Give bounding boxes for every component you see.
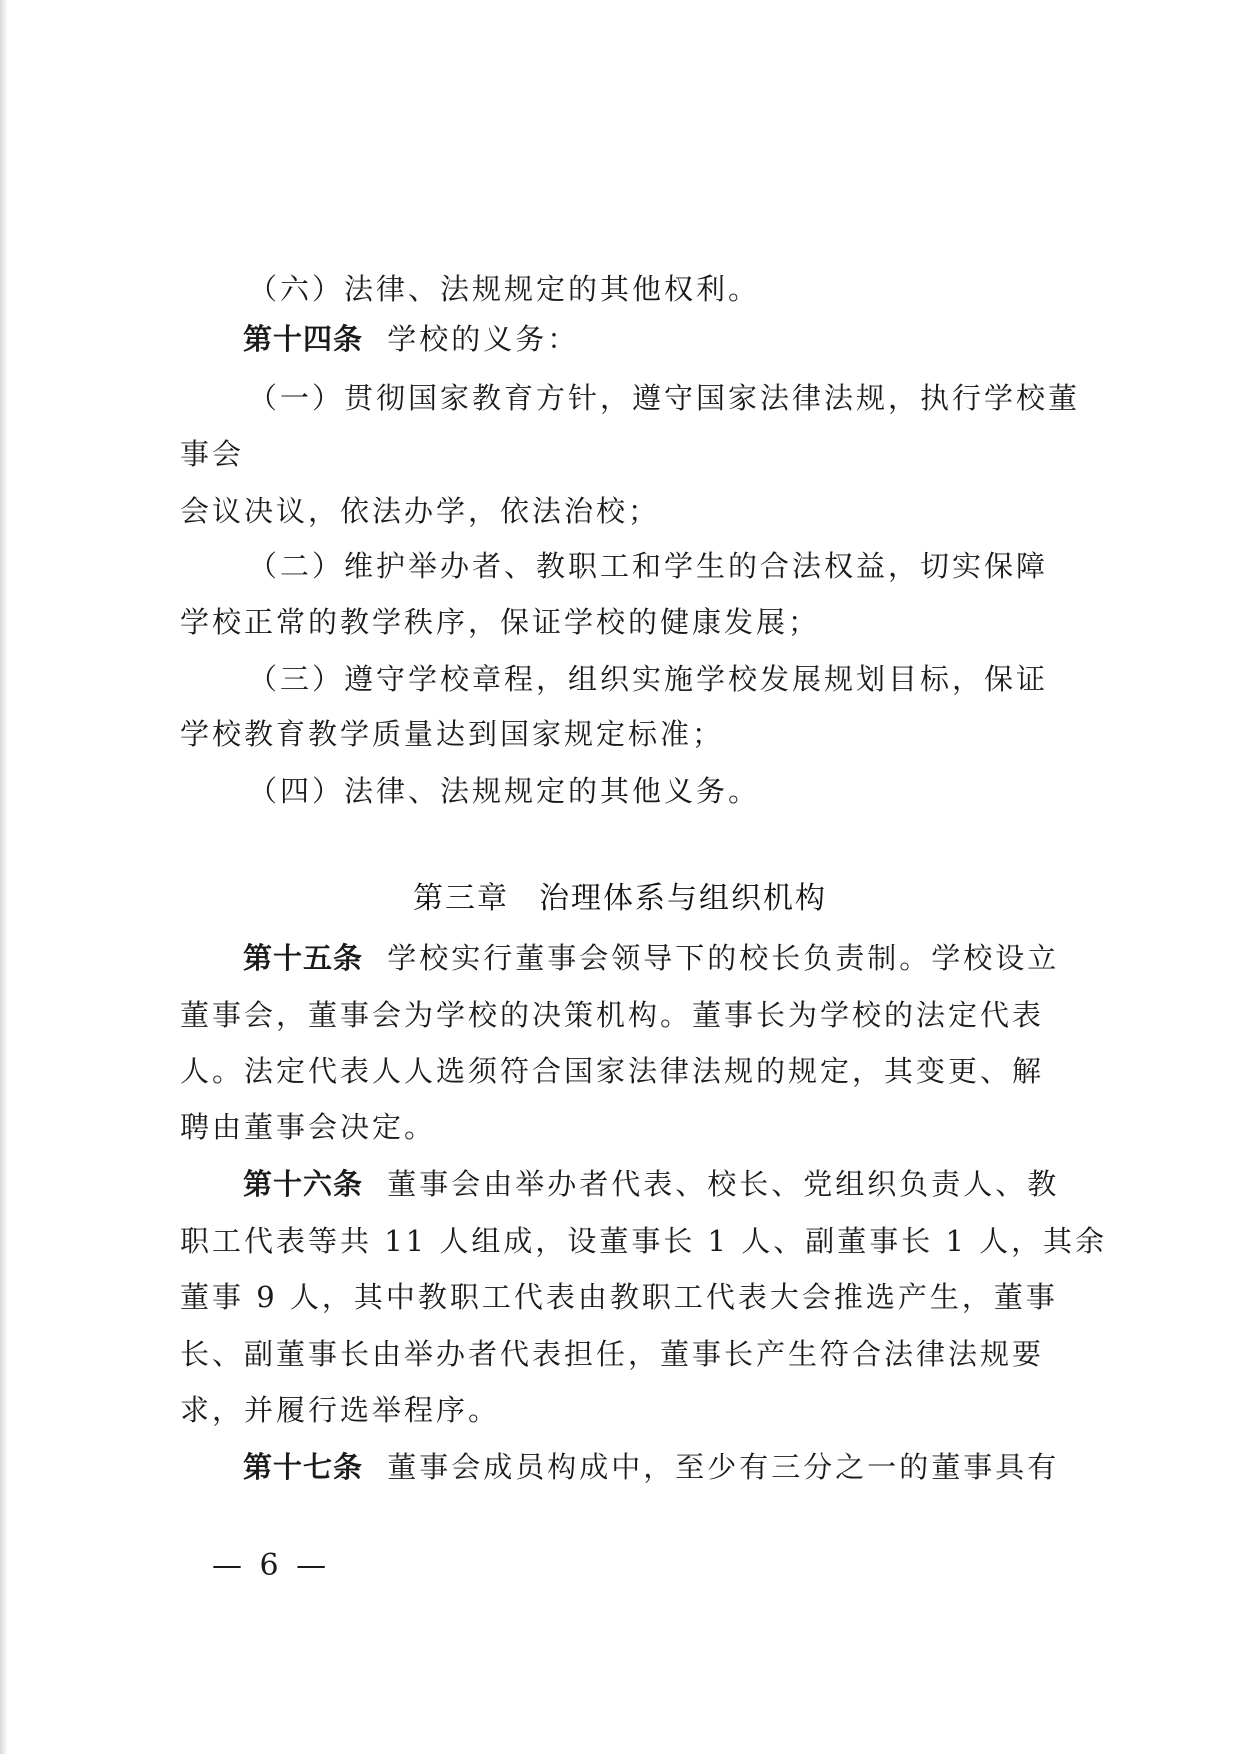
article-14-text: 学校的义务： xyxy=(387,322,580,356)
article-17-line xyxy=(243,1447,1059,1487)
text-line: （六）法律、法规规定的其他权利。 xyxy=(248,272,761,306)
text-line: 求，并履行选举程序。 xyxy=(180,1393,501,1427)
text-line: 学校正常的教学秩序，保证学校的健康发展； xyxy=(180,605,821,639)
chapter-heading xyxy=(0,878,1240,920)
text-line: 董事 9 人，其中教职工代表由教职工代表大会推选产生，董事 xyxy=(180,1280,1058,1314)
article-14-label: 第十四条 xyxy=(243,322,364,356)
page-number: — 6 — xyxy=(212,1548,331,1583)
text-line: 董事会，董事会为学校的决策机构。董事长为学校的法定代表 xyxy=(180,998,1045,1032)
article-17-text: 董事会成员构成中，至少有三分之一的董事具有 xyxy=(387,1450,1060,1484)
article-15-line xyxy=(243,938,1059,978)
text-line: 会议决议，依法办学，依法治校； xyxy=(180,494,661,528)
article-15-label: 第十五条 xyxy=(243,941,364,975)
text-line: 人。法定代表人人选须符合国家法律法规的规定，其变更、解 xyxy=(180,1054,1045,1088)
article-16-text: 董事会由举办者代表、校长、党组织负责人、教 xyxy=(387,1167,1060,1201)
text-line: 聘由董事会决定。 xyxy=(180,1110,437,1144)
scan-edge-shadow xyxy=(0,0,8,1754)
chapter-title: 治理体系与组织机构 xyxy=(539,881,827,916)
text-line: 职工代表等共 11 人组成，设董事长 1 人、副董事长 1 人，其余 xyxy=(180,1224,1108,1258)
article-16-label: 第十六条 xyxy=(243,1167,364,1201)
article-16-line xyxy=(243,1164,1059,1204)
article-14-line xyxy=(243,319,579,359)
chapter-number: 第三章 xyxy=(413,881,509,916)
text-line: （一）贯彻国家教育方针，遵守国家法律法规，执行学校董 xyxy=(248,381,1081,415)
article-17-label: 第十七条 xyxy=(243,1450,364,1484)
text-line: 事会 xyxy=(180,437,245,471)
text-line: 长、副董事长由举办者代表担任，董事长产生符合法律法规要 xyxy=(180,1337,1045,1371)
article-15-text: 学校实行董事会领导下的校长负责制。学校设立 xyxy=(387,941,1060,975)
text-line: （四）法律、法规规定的其他义务。 xyxy=(248,774,761,808)
text-line: 学校教育教学质量达到国家规定标准； xyxy=(180,717,725,751)
text-line: （三）遵守学校章程，组织实施学校发展规划目标，保证 xyxy=(248,662,1049,696)
text-line: （二）维护举办者、教职工和学生的合法权益，切实保障 xyxy=(248,549,1049,583)
